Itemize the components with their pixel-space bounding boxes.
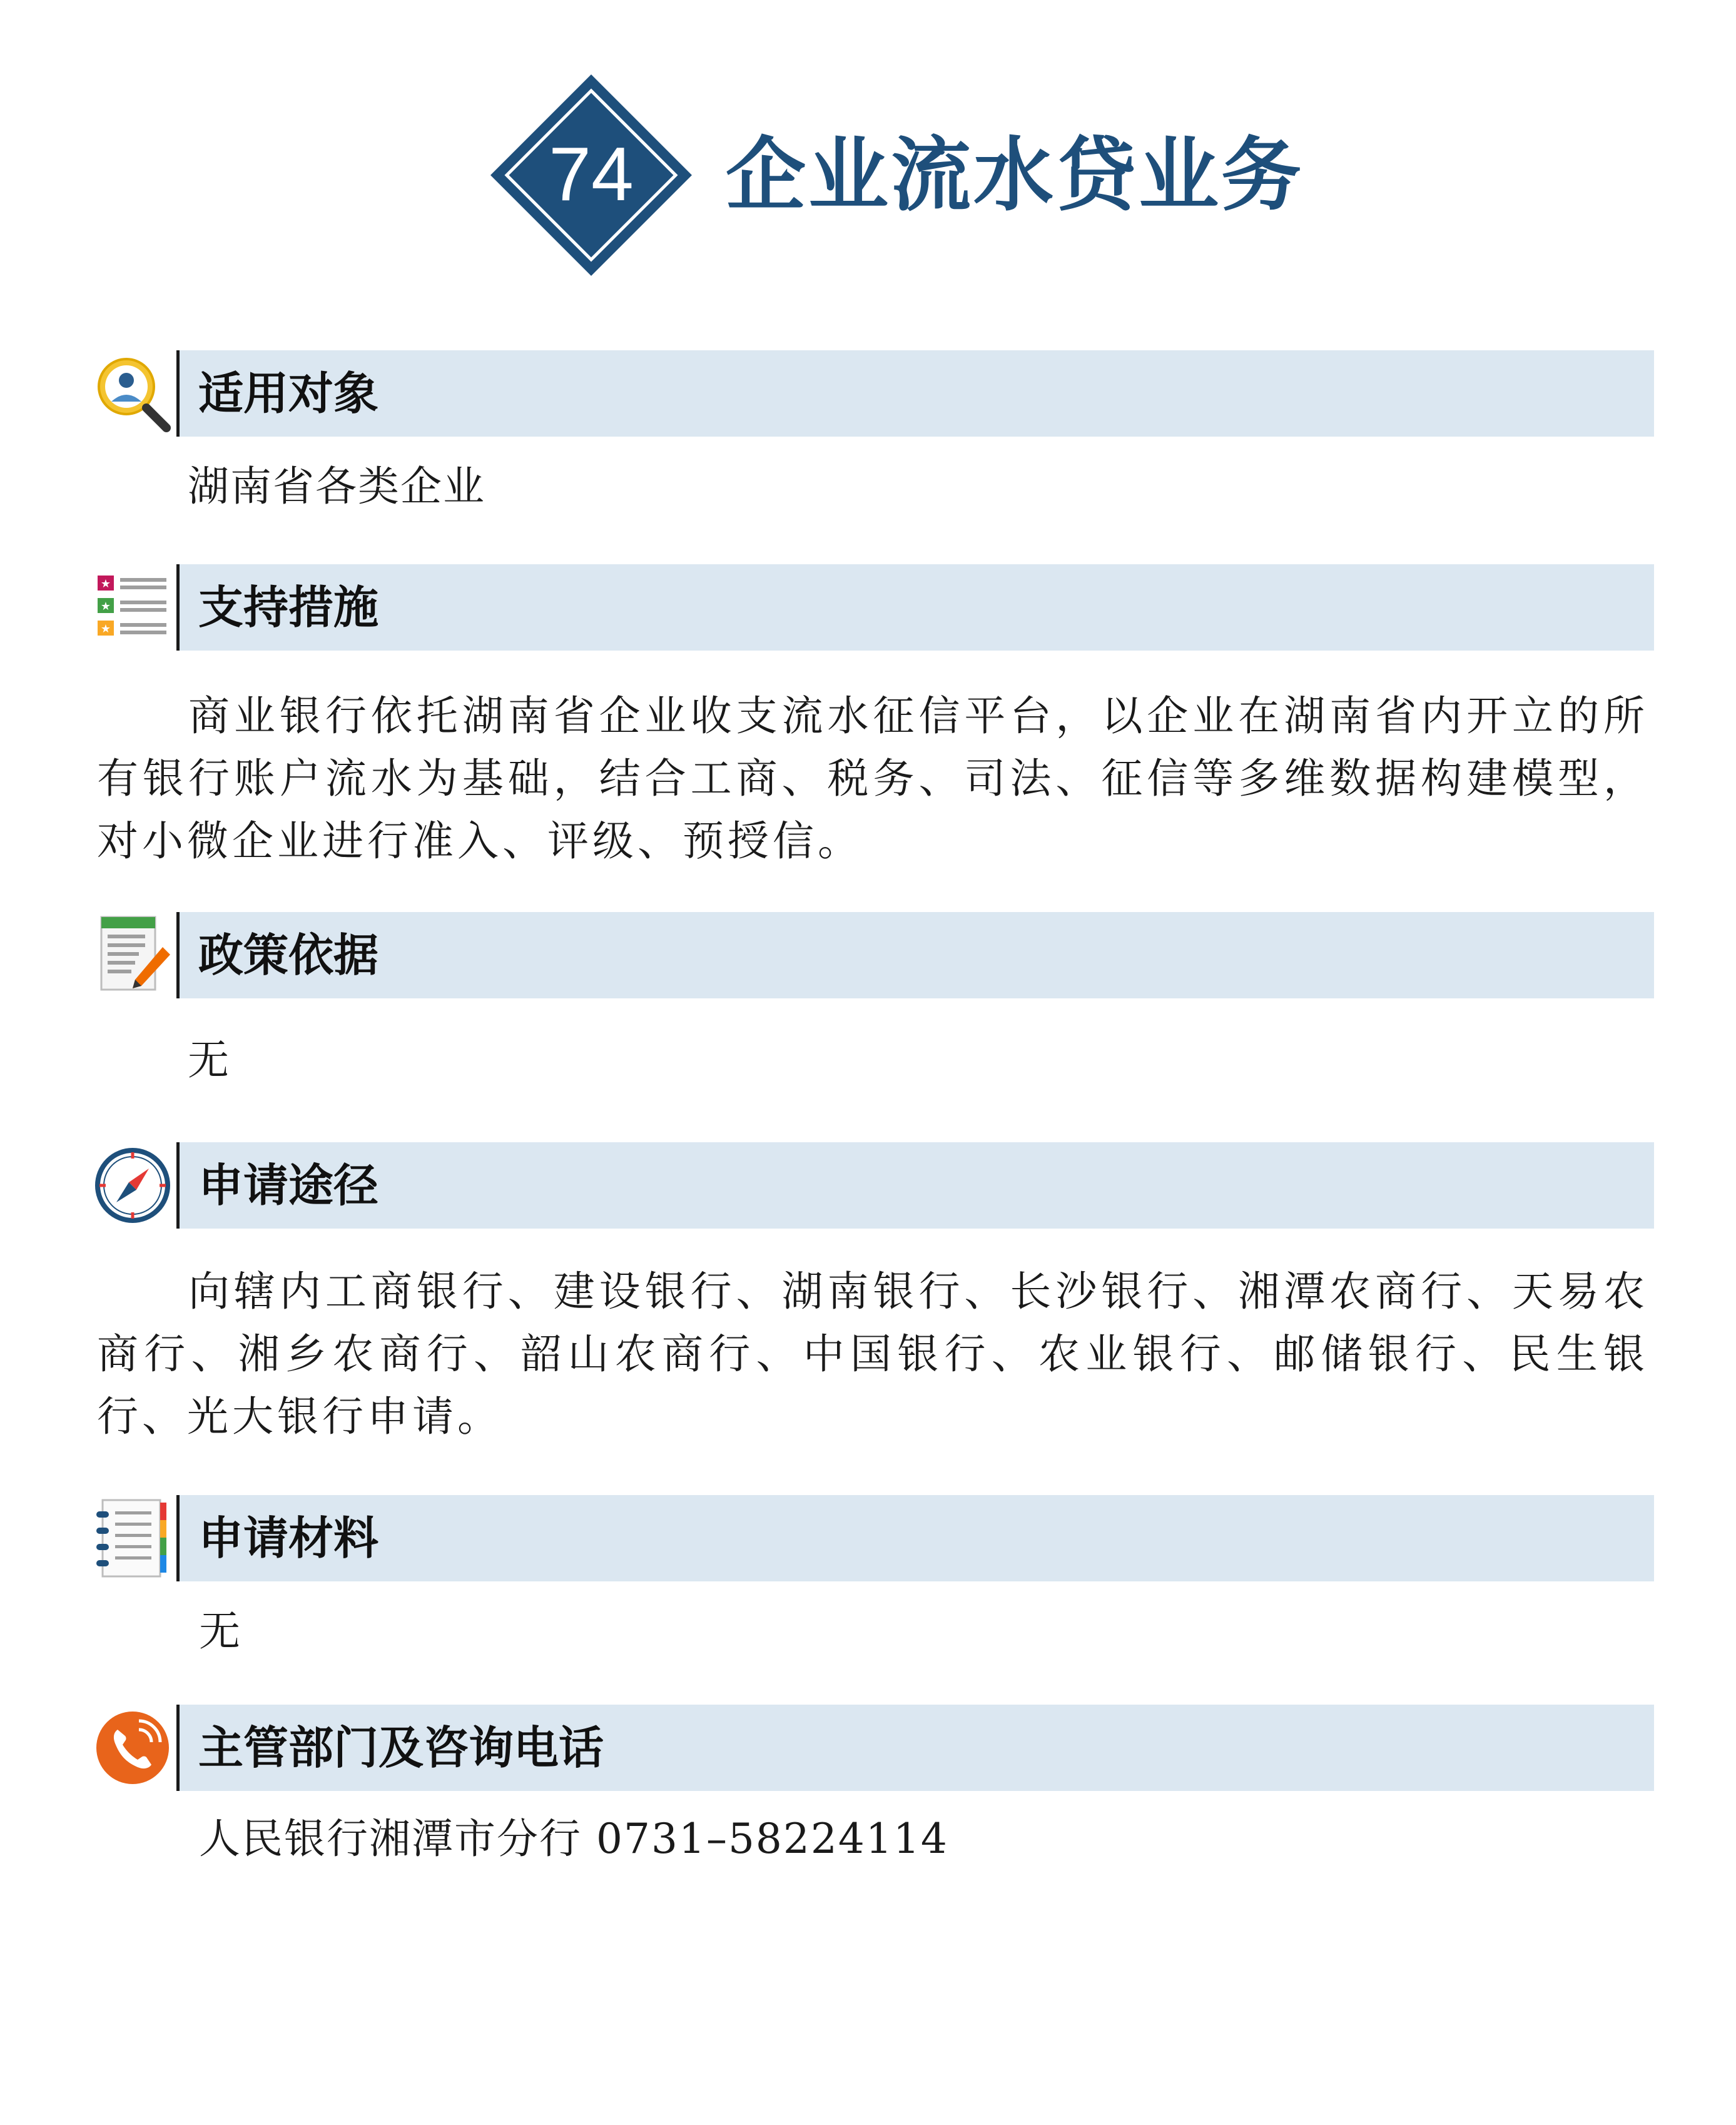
section-content-applicable: 湖南省各类企业 — [188, 462, 485, 510]
measures-text: 商业银行依托湖南省企业收支流水征信平台，以企业在湖南省内开立的所有银行账户流水为基础，结合工商、税务、司法、征信等多维数据构建模型，对小微企业进行准入、评级、预授信。 — [97, 692, 1648, 865]
diamond-badge-icon — [488, 72, 694, 278]
svg-text:★: ★ — [100, 577, 111, 591]
page-header — [0, 0, 1736, 294]
section-header-measures — [89, 564, 1654, 651]
section-header-contact — [89, 1705, 1654, 1791]
section-content-measures — [97, 685, 1648, 873]
svg-text:★: ★ — [100, 622, 111, 636]
section-content-channels — [97, 1260, 1648, 1448]
section-title: 申请材料 — [198, 1512, 379, 1565]
section-content-policy: 无 — [188, 1036, 230, 1084]
section-title: 申请途径 — [198, 1159, 379, 1212]
section-header-materials — [89, 1495, 1654, 1581]
section-title: 支持措施 — [198, 581, 379, 634]
compass-icon — [89, 1142, 176, 1229]
section-title: 适用对象 — [198, 367, 379, 420]
checklist-icon — [89, 564, 176, 651]
badge-number: 74 — [549, 131, 634, 216]
section-title: 主管部门及咨询电话 — [198, 1722, 604, 1774]
notebook-icon — [89, 1495, 176, 1581]
section-header-channels — [89, 1142, 1654, 1229]
phone-icon — [89, 1705, 176, 1791]
page-title: 企业流水贷业务 — [726, 128, 1304, 222]
search-user-icon — [89, 350, 176, 437]
svg-text:★: ★ — [100, 600, 111, 613]
channels-text: 向辖内工商银行、建设银行、湖南银行、长沙银行、湘潭农商行、天易农商行、湘乡农商行、韶山农商行、中国银行、农业银行、邮储银行、民生银行、光大银行申请。 — [97, 1267, 1648, 1441]
section-content-contact: 人民银行湘潭市分行 0731–58224114 — [199, 1815, 948, 1863]
section-header-applicable — [89, 350, 1654, 437]
section-content-materials: 无 — [199, 1607, 241, 1655]
document-pencil-icon — [89, 912, 176, 998]
section-header-policy — [89, 912, 1654, 998]
section-title: 政策依据 — [198, 929, 379, 981]
number-badge — [488, 72, 694, 278]
